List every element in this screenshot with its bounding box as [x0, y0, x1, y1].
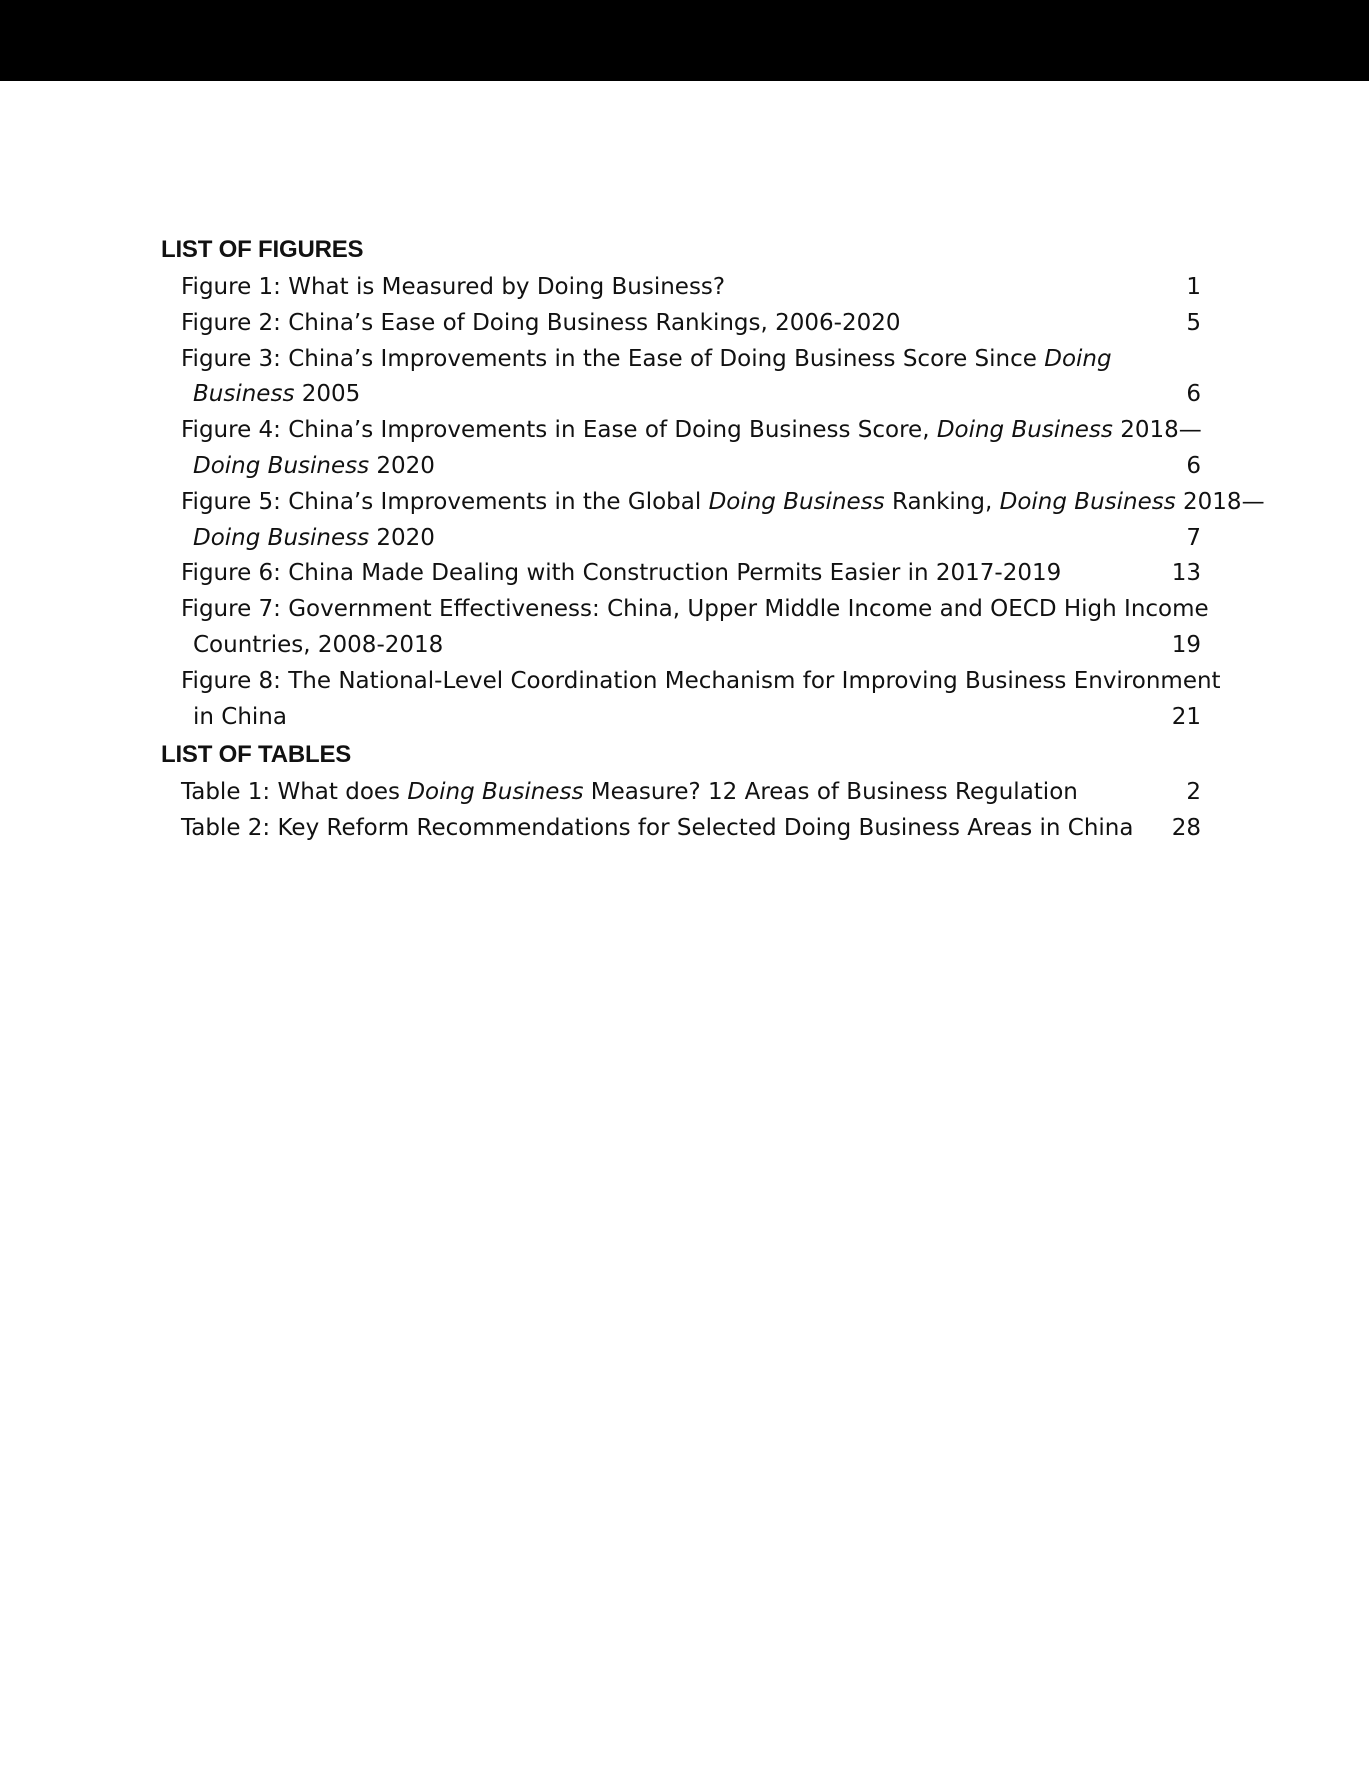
table-of-contents [161, 234, 1265, 847]
toc-entry-figure-1[interactable] [161, 270, 1201, 306]
toc-entry-figure-7[interactable] [161, 592, 1209, 664]
entry-title: Figure 1: What is Measured by Doing Business? [181, 274, 726, 300]
entry-title: Figure 4: China’s Improvements in Ease of Doing Business Score, Doing Business 2018— [181, 417, 1202, 444]
page-number: 5 [1186, 309, 1201, 336]
list-of-figures-heading: LIST OF FIGURES [161, 236, 364, 263]
toc-entry-figure-2[interactable] [161, 306, 1201, 342]
page-number: 1 [1186, 274, 1201, 300]
entry-title-continued: Business 2005 [193, 381, 361, 408]
page-number: 6 [1186, 381, 1201, 408]
entry-title: Figure 8: The National-Level Coordination Mechanism for Improving Business Environment [181, 667, 1221, 694]
entry-title: Figure 2: China’s Ease of Doing Business Rankings, 2006-2020 [181, 309, 901, 336]
entry-title-continued: Countries, 2008-2018 [193, 631, 444, 658]
page-number: 13 [1171, 560, 1201, 587]
entry-title: Figure 3: China’s Improvements in the Ease of Doing Business Score Since Doing [181, 345, 1112, 372]
entry-title: Figure 7: Government Effectiveness: China, Upper Middle Income and OECD High Income [181, 596, 1209, 623]
entry-title: Figure 5: China’s Improvements in the Global Doing Business Ranking, Doing Business 2018— [181, 488, 1265, 515]
entry-title: Table 2: Key Reform Recommendations for Selected Doing Business Areas in China [181, 815, 1134, 842]
toc-entry-table-2[interactable] [161, 811, 1201, 847]
page-number: 7 [1186, 524, 1201, 551]
list-of-tables-heading: LIST OF TABLES [161, 741, 352, 769]
entry-title: Figure 6: China Made Dealing with Construction Permits Easier in 2017-2019 [181, 560, 1062, 587]
toc-entry-figure-3[interactable] [161, 342, 1201, 414]
page-number: 21 [1171, 703, 1201, 730]
page-number: 19 [1171, 631, 1201, 658]
page-number: 6 [1186, 452, 1201, 479]
page-number: 28 [1171, 815, 1201, 842]
toc-entry-figure-8[interactable] [161, 664, 1221, 736]
entry-title-continued: Doing Business 2020 [193, 452, 435, 479]
toc-entry-figure-6[interactable] [161, 556, 1201, 592]
toc-entry-table-1[interactable] [161, 775, 1201, 811]
entry-title: Table 1: What does Doing Business Measure? 12 Areas of Business Regulation [181, 779, 1078, 806]
entry-title-continued: Doing Business 2020 [193, 524, 435, 551]
top-black-band [0, 0, 1369, 81]
entry-title-continued: in China [193, 703, 287, 730]
page-number: 2 [1186, 779, 1201, 806]
toc-entry-figure-5[interactable] [161, 485, 1265, 557]
toc-entry-figure-4[interactable] [161, 413, 1201, 485]
